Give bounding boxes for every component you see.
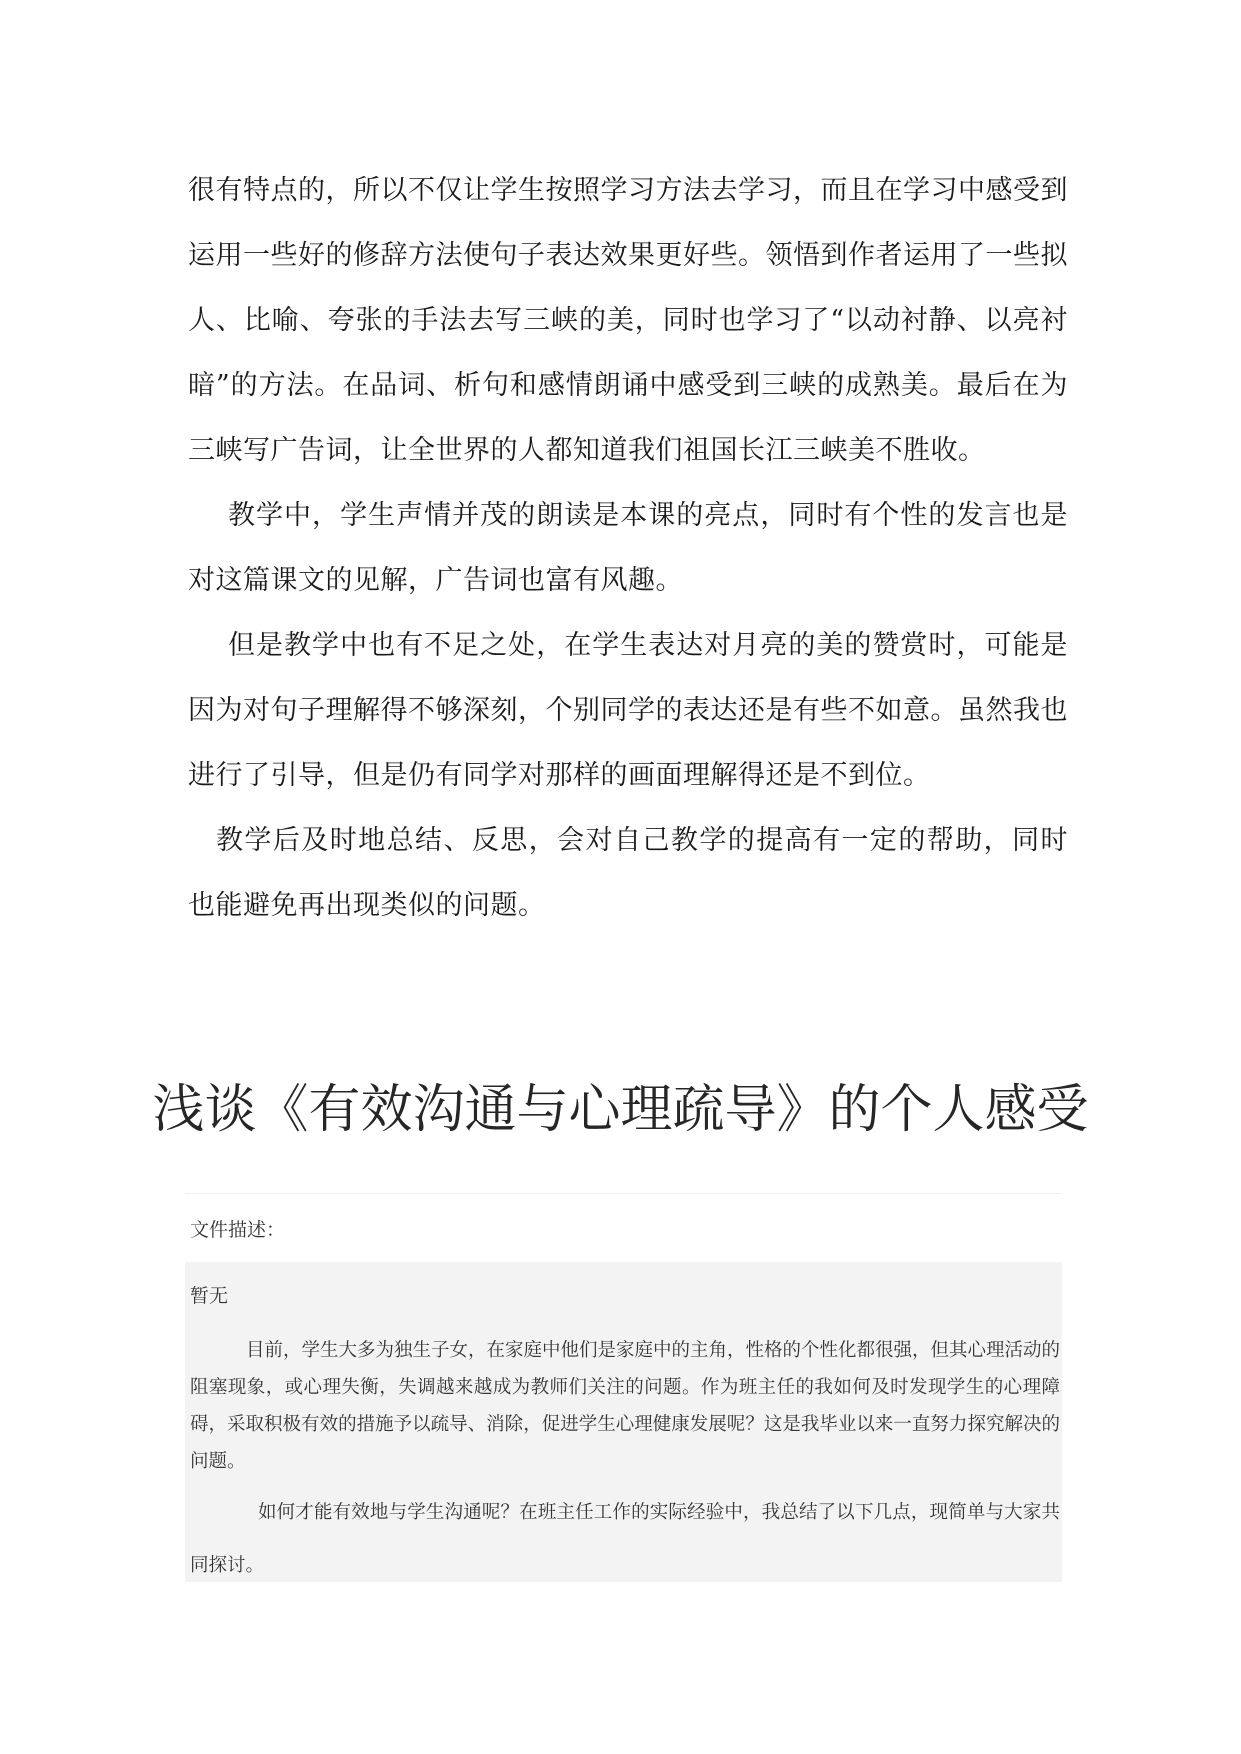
content-paragraph-2: 如何才能有效地与学生沟通呢？在班主任工作的实际经验中，我总结了以下几点，现简单与大家共同探讨。 (190, 1502, 1060, 1576)
article-title: 浅谈《有效沟通与心理疏导》的个人感受 (152, 1080, 1089, 1140)
description-label: 文件描述： (190, 1219, 286, 1241)
paragraph-4: 教学后及时地总结、反思，会对自己教学的提高有一定的帮助，同时也能避免再出现类似的问题。 (188, 825, 1068, 921)
reflection-text (188, 158, 1068, 938)
paragraph-1: 很有特点的，所以不仅让学生按照学习方法去学习，而且在学习中感受到运用一些好的修辞方法使句子表达效果更好些。领悟到作者运用了一些拟人、比喻、夸张的手法去写三峡的美，同时也学习了“以动衬静、以亮衬暗”的方法。在品词、析句和感情朗诵中感受到三峡的成熟美。最后在为三峡写广告词，让全世界的人都知道我们祖国长江三峡美不胜收。 (188, 175, 1068, 466)
description-value: 暂无 (190, 1285, 229, 1307)
content-paragraph-1: 目前，学生大多为独生子女，在家庭中他们是家庭中的主角，性格的个性化都很强，但其心理活动的阻塞现象，或心理失衡，失调越来越成为教师们关注的问题。作为班主任的我如何及时发现学生的心理障碍，采取积极有效的措施予以疏导、消除，促进学生心理健康发展呢？这是我毕业以来一直努力探究解决的问题。 (190, 1340, 1061, 1472)
paragraph-2: 教学中，学生声情并茂的朗读是本课的亮点，同时有个性的发言也是对这篇课文的见解，广告词也富有风趣。 (188, 500, 1068, 596)
title-divider (185, 1193, 1062, 1194)
article-content (190, 1332, 1060, 1592)
paragraph-3: 但是教学中也有不足之处，在学生表达对月亮的美的赞赏时，可能是因为对句子理解得不够深刻，个别同学的表达还是有些不如意。虽然我也进行了引导，但是仍有同学对那样的画面理解得还是不到位。 (188, 630, 1068, 791)
